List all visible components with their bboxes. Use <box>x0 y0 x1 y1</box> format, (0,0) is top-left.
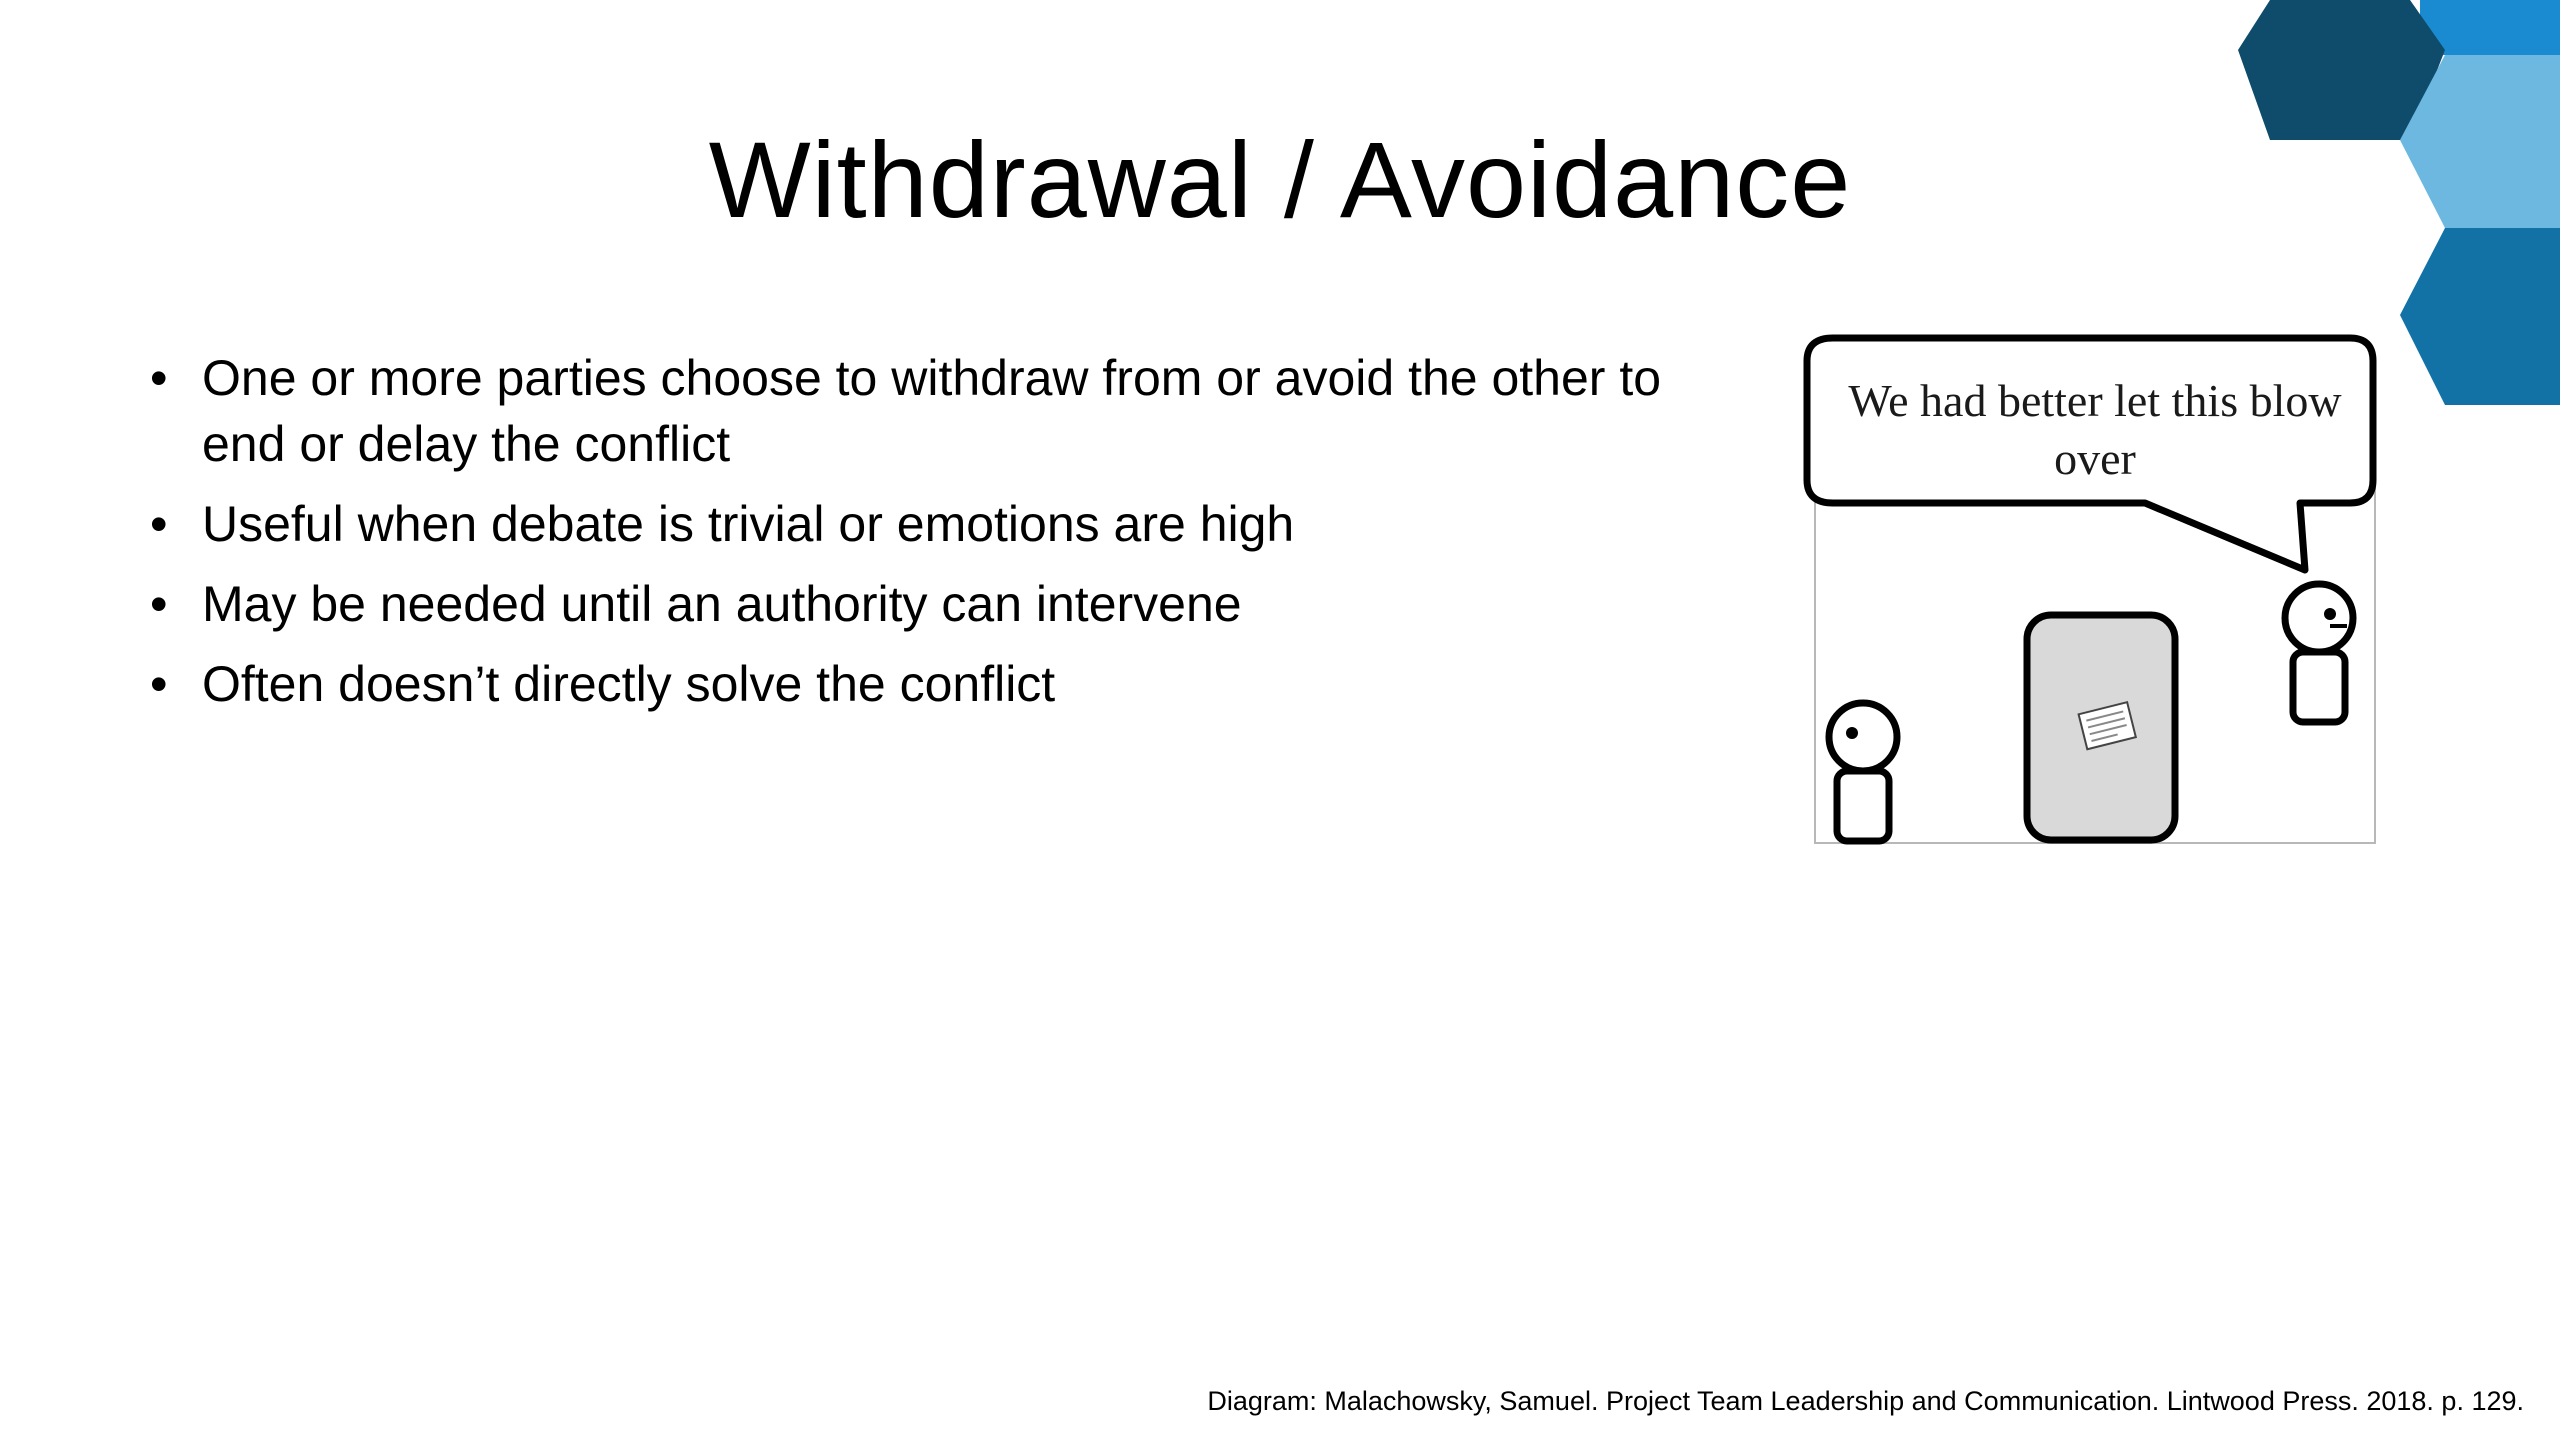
speech-bubble-text: We had better let this blow over <box>1848 375 2342 484</box>
bullet-item: • One or more parties choose to withdraw from or avoid the other to end or delay the conflict <box>150 345 1710 477</box>
bullet-list <box>150 345 1710 731</box>
slide-title: Withdrawal / Avoidance <box>708 119 1852 240</box>
person-left-icon <box>1829 703 1897 841</box>
person-right-icon <box>2285 584 2353 722</box>
hexagon-mid <box>2400 228 2560 405</box>
bullet-item: • Often doesn’t directly solve the conflict <box>150 651 1710 717</box>
hexagon-bright <box>2420 0 2560 55</box>
source-caption: Diagram: Malachowsky, Samuel. Project Team Leadership and Communication. Lintwood Press. 2018. p. 129. <box>1207 1386 2524 1416</box>
bullet-item: • Useful when debate is trivial or emotions are high <box>150 491 1710 557</box>
bullet-item: • May be needed until an authority can intervene <box>150 571 1710 637</box>
